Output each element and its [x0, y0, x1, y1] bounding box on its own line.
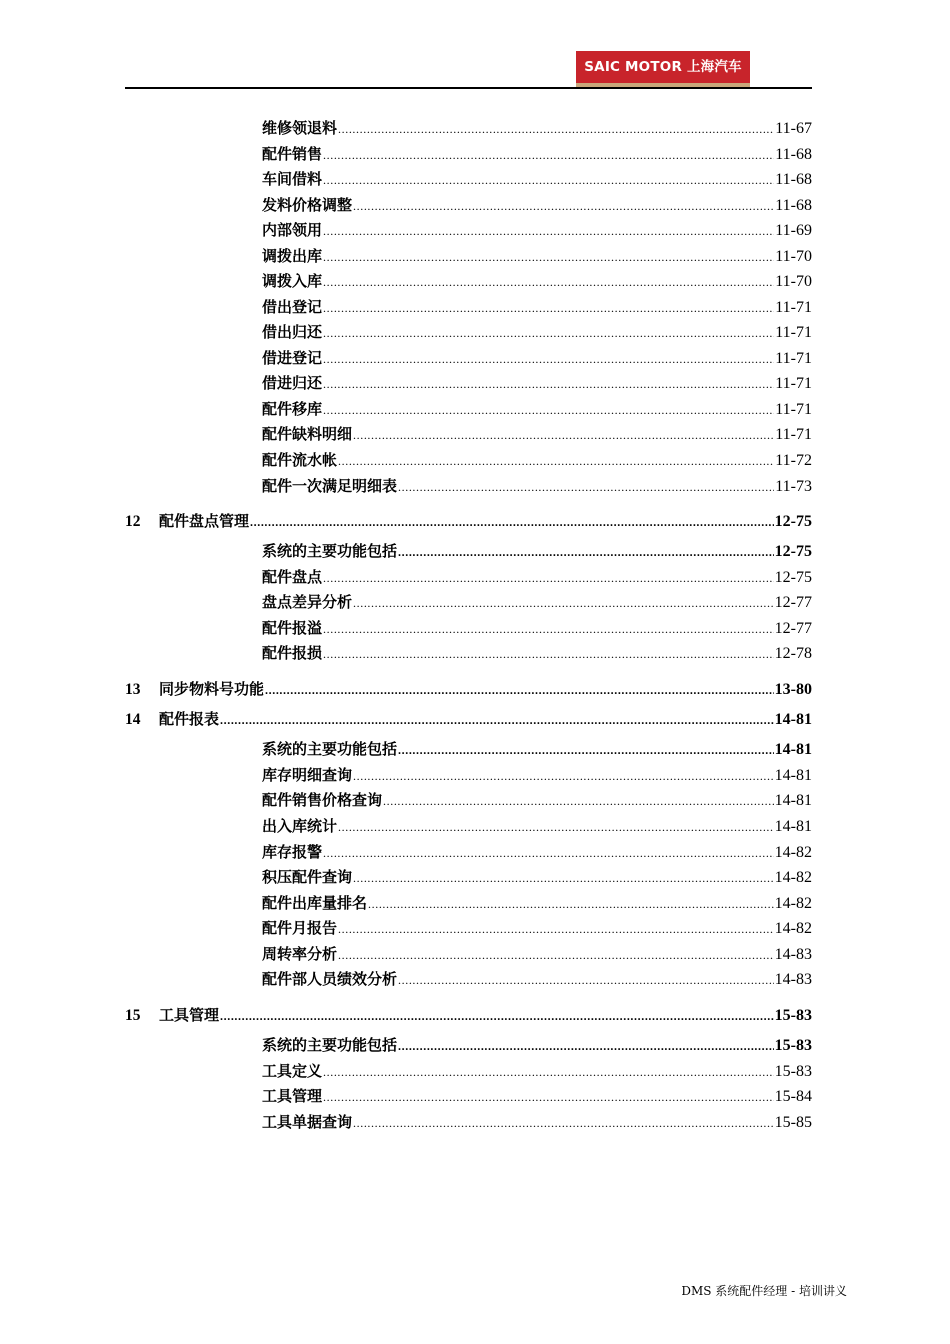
toc-entry-title: 配件缺料明细: [262, 425, 353, 443]
toc-entry-title: 配件盘点管理: [159, 512, 250, 530]
toc-page-number: 12-75: [774, 513, 812, 530]
toc-entry-title: 工具管理: [262, 1087, 323, 1105]
toc-section-entry[interactable]: [262, 943, 812, 965]
toc-page-number: 12-78: [774, 645, 812, 662]
toc-section-entry[interactable]: [262, 738, 812, 760]
toc-dot-leader: [323, 1085, 774, 1108]
toc-dot-leader: [398, 540, 774, 563]
toc-entry-title: 配件报表: [159, 710, 220, 728]
toc-entry-title: 工具定义: [262, 1062, 323, 1080]
toc-dot-leader: [323, 398, 774, 421]
toc-page-number: 15-83: [774, 1037, 812, 1054]
toc-section-entry[interactable]: [262, 866, 812, 888]
toc-entry-title: 工具管理: [159, 1006, 220, 1024]
toc-section-entry[interactable]: [262, 591, 812, 613]
toc-entry-title: 出入库统计: [262, 817, 338, 835]
toc-entry-title: 配件报溢: [262, 619, 323, 637]
toc-dot-leader: [338, 917, 774, 940]
toc-entry-title: 配件一次满足明细表: [262, 477, 398, 495]
toc-section-entry[interactable]: [262, 764, 812, 786]
saic-motor-logo: SAIC MOTOR 上海汽车: [576, 51, 750, 83]
toc-section-entry[interactable]: [262, 398, 812, 420]
toc-chapter-number: 13: [125, 681, 141, 698]
toc-section-entry[interactable]: [262, 617, 812, 639]
header-rule: [125, 87, 812, 89]
toc-section-entry[interactable]: [262, 1111, 812, 1133]
toc-dot-leader: [338, 449, 774, 472]
toc-chapter-number: 14: [125, 711, 141, 728]
toc-page-number: 11-70: [775, 248, 812, 265]
toc-section-entry[interactable]: [262, 642, 812, 664]
toc-section-entry[interactable]: [262, 789, 812, 811]
toc-page-number: 11-71: [775, 350, 812, 367]
toc-dot-leader: [323, 219, 774, 242]
toc-page-number: 11-71: [775, 299, 812, 316]
toc-dot-leader: [323, 617, 774, 640]
toc-entry-title: 调拨入库: [262, 272, 323, 290]
toc-entry-title: 配件流水帐: [262, 451, 338, 469]
toc-section-entry[interactable]: [262, 1034, 812, 1056]
toc-page-number: 11-72: [775, 452, 812, 469]
toc-page-number: 11-71: [775, 375, 812, 392]
toc-page-number: 15-84: [774, 1088, 812, 1105]
toc-dot-leader: [323, 270, 774, 293]
toc-entry-title: 系统的主要功能包括: [262, 740, 398, 758]
toc-page-number: 14-81: [774, 711, 812, 728]
toc-section-entry[interactable]: [262, 1060, 812, 1082]
toc-dot-leader: [323, 841, 774, 864]
toc-page-number: 11-67: [775, 120, 812, 137]
toc-dot-leader: [323, 245, 774, 268]
toc-dot-leader: [353, 764, 774, 787]
toc-dot-leader: [353, 194, 774, 217]
toc-dot-leader: [353, 423, 774, 446]
toc-entry-title: 库存明细查询: [262, 766, 353, 784]
toc-section-entry[interactable]: [262, 143, 812, 165]
toc-section-entry[interactable]: [262, 194, 812, 216]
toc-page-number: 13-80: [774, 681, 812, 698]
toc-chapter-entry[interactable]: [125, 708, 812, 730]
toc-entry-title: 发料价格调整: [262, 196, 353, 214]
toc-entry-title: 配件销售: [262, 145, 323, 163]
toc-entry-title: 配件出库量排名: [262, 894, 368, 912]
toc-page-number: 11-70: [775, 273, 812, 290]
toc-dot-leader: [368, 892, 774, 915]
toc-chapter-entry[interactable]: [125, 510, 812, 532]
toc-page-number: 14-82: [774, 920, 812, 937]
toc-section-entry[interactable]: [262, 168, 812, 190]
toc-page-number: 15-83: [774, 1063, 812, 1080]
toc-page-number: 11-69: [775, 222, 812, 239]
toc-entry-title: 借进登记: [262, 349, 323, 367]
toc-dot-leader: [383, 789, 774, 812]
toc-section-entry[interactable]: [262, 540, 812, 562]
toc-section-entry[interactable]: [262, 296, 812, 318]
toc-entry-title: 系统的主要功能包括: [262, 1036, 398, 1054]
toc-section-entry[interactable]: [262, 423, 812, 445]
toc-entry-title: 系统的主要功能包括: [262, 542, 398, 560]
toc-dot-leader: [250, 510, 774, 533]
toc-dot-leader: [323, 566, 774, 589]
toc-section-entry[interactable]: [262, 372, 812, 394]
toc-page-number: 14-81: [774, 792, 812, 809]
toc-page-number: 14-83: [774, 946, 812, 963]
toc-entry-title: 调拨出库: [262, 247, 323, 265]
toc-page-number: 11-73: [775, 478, 812, 495]
toc-entry-title: 盘点差异分析: [262, 593, 353, 611]
toc-dot-leader: [323, 168, 774, 191]
toc-page-number: 12-75: [774, 569, 812, 586]
toc-dot-leader: [398, 738, 774, 761]
toc-dot-leader: [323, 642, 774, 665]
toc-dot-leader: [353, 866, 774, 889]
toc-dot-leader: [353, 1111, 774, 1134]
toc-entry-title: 工具单据查询: [262, 1113, 353, 1131]
toc-dot-leader: [338, 943, 774, 966]
toc-section-entry[interactable]: [262, 566, 812, 588]
toc-page-number: 11-68: [775, 146, 812, 163]
toc-page-number: 11-71: [775, 324, 812, 341]
toc-dot-leader: [398, 475, 774, 498]
toc-page-number: 14-82: [774, 895, 812, 912]
toc-dot-leader: [323, 143, 774, 166]
toc-section-entry[interactable]: [262, 270, 812, 292]
toc-chapter-number: 15: [125, 1007, 141, 1024]
toc-page-number: 12-77: [774, 620, 812, 637]
toc-section-entry[interactable]: [262, 219, 812, 241]
toc-chapter-number: 12: [125, 513, 141, 530]
toc-page-number: 14-81: [774, 741, 812, 758]
toc-section-entry[interactable]: [262, 321, 812, 343]
toc-chapter-entry[interactable]: [125, 678, 812, 700]
toc-entry-title: 维修领退料: [262, 119, 338, 137]
toc-page-number: 14-82: [774, 844, 812, 861]
toc-section-entry[interactable]: [262, 917, 812, 939]
toc-section-entry[interactable]: [262, 245, 812, 267]
toc-section-entry[interactable]: [262, 892, 812, 914]
toc-section-entry[interactable]: [262, 117, 812, 139]
toc-entry-title: 借进归还: [262, 374, 323, 392]
toc-page-number: 15-83: [774, 1007, 812, 1024]
toc-dot-leader: [338, 815, 774, 838]
toc-page-number: 12-75: [774, 543, 812, 560]
toc-entry-title: 周转率分析: [262, 945, 338, 963]
toc-entry-title: 车间借料: [262, 170, 323, 188]
toc-entry-title: 配件报损: [262, 644, 323, 662]
toc-page-number: 11-71: [775, 401, 812, 418]
toc-section-entry[interactable]: [262, 347, 812, 369]
toc-dot-leader: [220, 1004, 774, 1027]
toc-page-number: 11-71: [775, 426, 812, 443]
toc-dot-leader: [398, 968, 774, 991]
toc-dot-leader: [353, 591, 774, 614]
toc-entry-title: 借出登记: [262, 298, 323, 316]
toc-dot-leader: [220, 708, 774, 731]
toc-dot-leader: [398, 1034, 774, 1057]
toc-page-number: 14-82: [774, 869, 812, 886]
toc-entry-title: 同步物料号功能: [159, 680, 265, 698]
toc-section-entry[interactable]: [262, 475, 812, 497]
toc-page-number: 12-77: [774, 594, 812, 611]
toc-entry-title: 借出归还: [262, 323, 323, 341]
toc-dot-leader: [323, 321, 774, 344]
toc-entry-title: 配件月报告: [262, 919, 338, 937]
toc-page-number: 15-85: [774, 1114, 812, 1131]
toc-chapter-entry[interactable]: [125, 1004, 812, 1026]
toc-section-entry[interactable]: [262, 968, 812, 990]
toc-section-entry[interactable]: [262, 449, 812, 471]
toc-entry-title: 配件移库: [262, 400, 323, 418]
toc-entry-title: 积压配件查询: [262, 868, 353, 886]
toc-dot-leader: [265, 678, 774, 701]
toc-dot-leader: [323, 372, 774, 395]
toc-entry-title: 配件盘点: [262, 568, 323, 586]
toc-dot-leader: [323, 296, 774, 319]
toc-entry-title: 配件销售价格查询: [262, 791, 383, 809]
toc-section-entry[interactable]: [262, 815, 812, 837]
toc-page-number: 14-83: [774, 971, 812, 988]
toc-section-entry[interactable]: [262, 841, 812, 863]
toc-page-number: 14-81: [774, 767, 812, 784]
page-footer: DMS 系统配件经理 - 培训讲义: [681, 1284, 847, 1298]
toc-entry-title: 库存报警: [262, 843, 323, 861]
toc-entry-title: 配件部人员绩效分析: [262, 970, 398, 988]
toc-dot-leader: [323, 1060, 774, 1083]
toc-dot-leader: [338, 117, 774, 140]
toc-entry-title: 内部领用: [262, 221, 323, 239]
toc-section-entry[interactable]: [262, 1085, 812, 1107]
toc-page-number: 11-68: [775, 171, 812, 188]
toc-page-number: 14-81: [774, 818, 812, 835]
toc-page-number: 11-68: [775, 197, 812, 214]
toc-dot-leader: [323, 347, 774, 370]
